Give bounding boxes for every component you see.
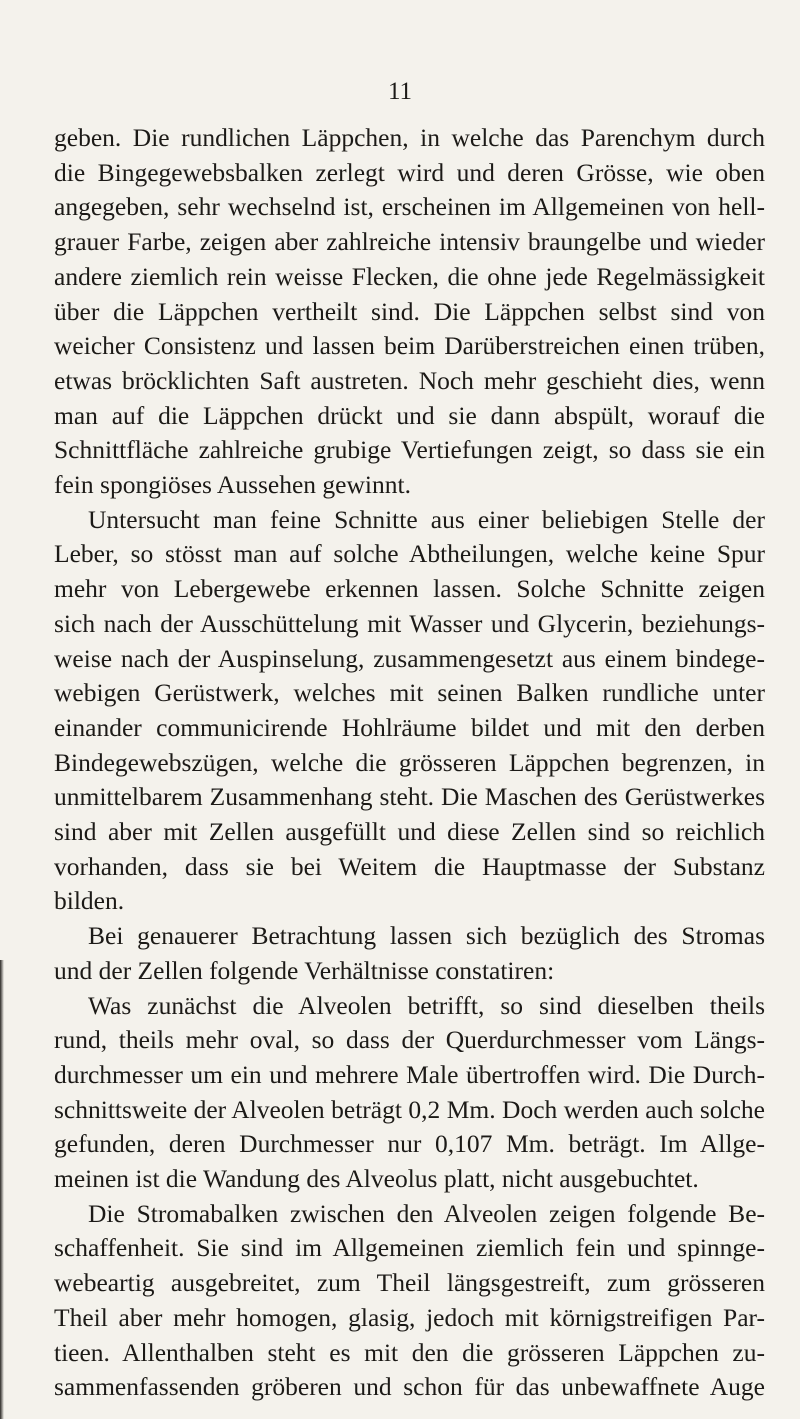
text-line: Schnittfläche zahlreiche grubige Vertiefungen zeigt, so dass sie ein — [54, 435, 765, 465]
text-line: schaffenheit. Sie sind im Allgemeinen ziemlich fein und spinnge- — [54, 1233, 765, 1263]
page-number: 11 — [387, 78, 413, 105]
text-line: bilden. — [54, 886, 125, 916]
page-edge-shadow — [0, 960, 4, 1419]
text-line: rund, theils mehr oval, so dass der Querdurchmesser vom Längs- — [54, 1025, 765, 1055]
text-line: mehr von Lebergewebe erkennen lassen. Solche Schnitte zeigen — [54, 574, 765, 604]
text-line: schnittsweite der Alveolen beträgt 0,2 Mm. Doch werden auch solche — [54, 1094, 765, 1124]
text-line: grauer Farbe, zeigen aber zahlreiche intensiv braungelbe und wieder — [54, 227, 765, 257]
text-line: angegeben, sehr wechselnd ist, erscheinen im Allgemeinen von hell- — [54, 192, 765, 222]
text-line: und der Zellen folgende Verhältnisse constatiren: — [54, 955, 555, 985]
text-line: Untersucht man feine Schnitte aus einer beliebigen Stelle der — [88, 504, 765, 534]
text-line: meinen ist die Wandung des Alveolus platt, nicht ausgebuchtet. — [54, 1164, 699, 1193]
text-line: tieen. Allenthalben steht es mit den die grösseren Läppchen zu- — [54, 1337, 765, 1367]
text-line: man auf die Läppchen drückt und sie dann abspült, worauf die — [54, 400, 765, 430]
text-line: Die Stromabalken zwischen den Alveolen zeigen folgende Be- — [88, 1198, 765, 1228]
text-line: weise nach der Auspinselung, zusammengesetzt aus einem bindege- — [54, 643, 765, 673]
text-line: webeartig ausgebreitet, zum Theil längsgestreift, zum grösseren — [54, 1268, 765, 1298]
text-line: weicher Consistenz und lassen beim Darüberstreichen einen trüben, — [54, 331, 765, 361]
text-line: gefunden, deren Durchmesser nur 0,107 Mm. beträgt. Im Allge- — [54, 1129, 765, 1159]
text-line: sammenfassenden gröberen und schon für das unbewaffnete Auge — [54, 1372, 765, 1402]
text-line: die Bingegewebsbalken zerlegt wird und deren Grösse, wie oben — [54, 157, 765, 187]
text-line: andere ziemlich rein weisse Flecken, die ohne jede Regelmässigkeit — [54, 261, 765, 291]
text-line: vorhanden, dass sie bei Weitem die Hauptmasse der Substanz — [54, 851, 765, 881]
text-line: Bindegewebszügen, welche die grösseren Läppchen begrenzen, in — [54, 747, 765, 777]
text-line: webigen Gerüstwerk, welches mit seinen Balken rundliche unter — [54, 678, 765, 708]
text-line: unmittelbarem Zusammenhang steht. Die Maschen des Gerüstwerkes — [54, 782, 765, 812]
text-line: über die Läppchen vertheilt sind. Die Läppchen selbst sind von — [54, 296, 765, 326]
text-line: durchmesser um ein und mehrere Male übertroffen wird. Die Durch- — [54, 1059, 765, 1089]
text-line: Leber, so stösst man auf solche Abtheilungen, welche keine Spur — [54, 539, 765, 569]
text-line: Was zunächst die Alveolen betrifft, so sind dieselben theils — [88, 990, 765, 1020]
text-line: einander communicirende Hohlräume bildet und mit den derben — [54, 712, 765, 742]
text-line: fein spongiöses Aussehen gewinnt. — [54, 470, 411, 499]
text-line: sind aber mit Zellen ausgefüllt und diese Zellen sind so reichlich — [54, 817, 765, 846]
text-line: sich nach der Ausschüttelung mit Wasser und Glycerin, beziehungs- — [54, 608, 765, 638]
text-line: geben. Die rundlichen Läppchen, in welche das Parenchym durch — [54, 123, 765, 152]
text-line: Bei genauerer Betrachtung lassen sich bezüglich des Stromas — [88, 921, 765, 951]
text-line: Theil aber mehr homogen, glasig, jedoch mit körnigstreifigen Par- — [54, 1302, 765, 1332]
text-line: etwas bröcklichten Saft austreten. Noch mehr geschieht dies, wenn — [54, 365, 765, 395]
